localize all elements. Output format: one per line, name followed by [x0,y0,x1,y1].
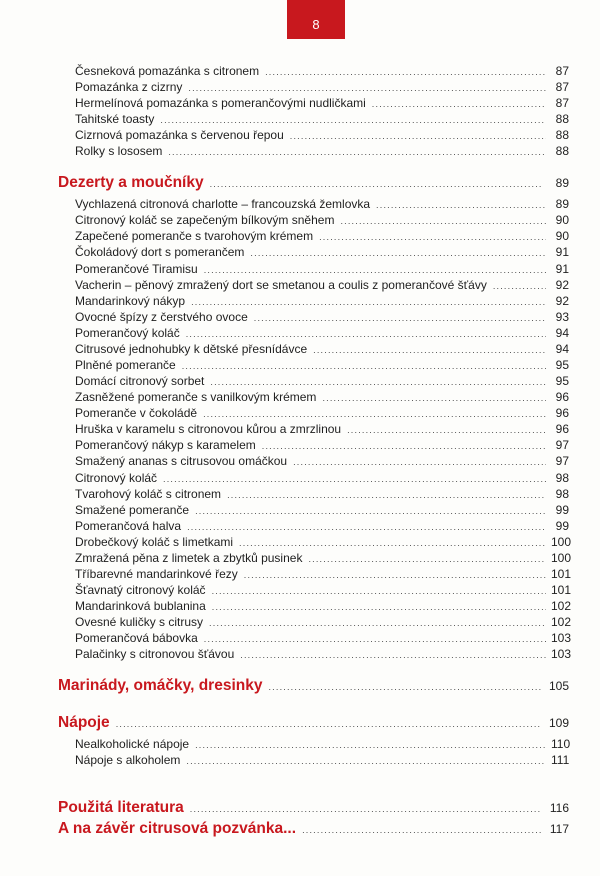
toc-entry [75,229,569,243]
toc-entry [75,503,569,517]
section-page: 89 [555,176,569,190]
toc-entry-title: Hermelínová pomazánka s pomerančovými nudličkami [75,96,366,110]
leader-dots [340,216,546,226]
toc-entry [75,551,572,565]
toc-entry [75,144,569,158]
leader-dots [262,441,546,451]
toc-entry [75,471,569,485]
toc-entry-title: Vacherin – pěnový zmražený dort se smetanou a coulis z pomerančové šťávy [75,278,487,292]
leader-dots [209,618,546,628]
leader-dots [203,409,546,419]
toc-entry [75,599,572,613]
toc-entry-page: 100 [551,551,572,565]
toc-entry-page: 88 [555,112,569,126]
toc-entry-title: Hruška v karamelu s citronovou kůrou a zmrzlinou [75,422,342,436]
toc-entry-title: Rolky s lososem [75,144,163,158]
toc-entry [75,80,569,94]
toc-entry [75,647,572,661]
toc-entry-page: 96 [555,406,569,420]
toc-entry-page: 91 [555,262,569,276]
toc-entry [75,583,572,597]
toc-entry [75,342,569,356]
section-heading-pozvanka [58,820,569,838]
toc-entry [75,294,569,308]
toc-entry-page: 95 [555,358,569,372]
toc-entry [75,358,569,372]
leader-dots [186,756,546,766]
toc-entry-title: Vychlazená citronová charlotte – francouzská žemlovka [75,197,371,211]
leader-dots [347,425,546,435]
leader-dots [268,682,542,692]
leader-dots [210,179,542,189]
section-page: 109 [548,716,569,730]
toc-entry-page: 96 [555,390,569,404]
toc-entry-title: Zapečené pomeranče s tvarohovým krémem [75,229,314,243]
toc-entry-title: Pomerančová bábovka [75,631,198,645]
toc-entry-title: Tahitské toasty [75,112,155,126]
toc-entry [75,128,569,142]
toc-entry-title: Citrusové jednohubky k dětské přesnídávce [75,342,308,356]
toc-entry-title: Čokoládový dort s pomerančem [75,245,245,259]
leader-dots [182,361,546,371]
toc-entry [75,454,569,468]
leader-dots [168,147,546,157]
toc-entry-page: 96 [555,422,569,436]
section-page: 117 [549,822,569,836]
leader-dots [293,457,546,467]
toc-entry-title: Pomerančová halva [75,519,182,533]
toc-entry [75,278,569,292]
toc-entry-page: 101 [551,567,572,581]
toc-entry-page: 110 [551,737,571,751]
section-title: Použitá literatura [58,799,184,816]
toc-entry [75,64,569,78]
leader-dots [302,825,542,835]
toc-entry-title: Mandarinkový nákyp [75,294,186,308]
leader-dots [313,345,546,355]
toc-entry-page: 90 [555,213,569,227]
leader-dots [239,538,546,548]
toc-entry-title: Zasněžené pomeranče s vanilkovým krémem [75,390,317,404]
toc-entry-page: 97 [555,438,569,452]
leader-dots [254,313,546,323]
toc-entry-title: Pomerančové Tiramisu [75,262,198,276]
toc-entry [75,422,569,436]
toc-entry-page: 100 [551,535,572,549]
toc-entry-title: Citronový koláč [75,471,158,485]
toc-entry-page: 102 [551,615,572,629]
toc-entry [75,262,569,276]
leader-dots [210,377,546,387]
toc-entry-page: 103 [551,631,572,645]
section-heading-napoje [58,714,569,732]
leader-dots [212,586,546,596]
toc-entry-title: Palačinky s citronovou šťávou [75,647,235,661]
toc-entry-title: Plněné pomeranče [75,358,176,372]
toc-entry-title: Smažený ananas s citrusovou omáčkou [75,454,288,468]
section-title: A na závěr citrusová pozvánka... [58,820,297,837]
toc-entry-title: Cizrnová pomazánka s červenou řepou [75,128,284,142]
toc-entry [75,112,569,126]
leader-dots [250,248,546,258]
leader-dots [191,297,546,307]
toc-entry [75,535,572,549]
leader-dots [116,719,542,729]
section-heading-marinady [58,677,569,695]
toc-entry-page: 94 [555,342,569,356]
toc-entry-title: Pomerančový nákyp s karamelem [75,438,256,452]
toc-entry-page: 89 [555,197,569,211]
leader-dots [190,804,542,814]
page-number: 8 [287,0,345,39]
toc-entry-page: 101 [551,583,572,597]
toc-entry [75,487,569,501]
toc-entry-title: Tvarohový koláč s citronem [75,487,222,501]
toc-entry [75,737,569,751]
leader-dots [319,232,546,242]
toc-entry [75,438,569,452]
toc-entry-page: 95 [555,374,569,388]
toc-entry-page: 111 [551,753,570,767]
section-title: Dezerty a moučníky [58,174,204,191]
toc-entry [75,631,572,645]
leader-dots [204,265,546,275]
leader-dots [195,740,546,750]
leader-dots [372,99,546,109]
toc-entry-page: 94 [555,326,569,340]
toc-entry [75,213,569,227]
toc-entry [75,310,569,324]
toc-entry-title: Domácí citronový sorbet [75,374,205,388]
section-title: Nápoje [58,714,110,731]
toc-entry [75,374,569,388]
toc-entry [75,326,569,340]
leader-dots [265,67,546,77]
toc-entry-page: 87 [555,80,569,94]
leader-dots [160,115,546,125]
leader-dots [493,281,546,291]
toc-entry-title: Česneková pomazánka s citronem [75,64,260,78]
toc-entry-title: Ovocné špízy z čerstvého ovoce [75,310,248,324]
toc-entry-page: 102 [551,599,572,613]
toc-entry-page: 90 [555,229,569,243]
leader-dots [376,200,546,210]
section-heading-dezerty [58,174,569,192]
toc-entry-title: Šťavnatý citronový koláč [75,583,206,597]
toc-entry [75,96,569,110]
leader-dots [163,474,546,484]
toc-entry-page: 97 [555,454,569,468]
toc-entry [75,567,572,581]
toc-entry-page: 98 [555,487,569,501]
toc-entry [75,406,569,420]
section-title: Marinády, omáčky, dresinky [58,677,263,694]
toc-entry [75,519,569,533]
toc-entry-title: Pomerančový koláč [75,326,180,340]
toc-entry-title: Zmražená pěna z limetek a zbytků pusinek [75,551,303,565]
toc-entry-page: 103 [551,647,572,661]
toc-entry-title: Nápoje s alkoholem [75,753,181,767]
leader-dots [308,554,546,564]
toc-entry [75,197,569,211]
toc-entry [75,615,572,629]
toc-entry-title: Tříbarevné mandarinkové řezy [75,567,238,581]
leader-dots [187,522,546,532]
toc-entry-page: 88 [555,144,569,158]
toc-entry-title: Nealkoholické nápoje [75,737,190,751]
toc-entry-page: 99 [555,519,569,533]
toc-entry-title: Smažené pomeranče [75,503,190,517]
leader-dots [204,634,546,644]
toc-entry [75,245,569,259]
toc-entry-page: 87 [555,96,569,110]
toc-entry-page: 88 [555,128,569,142]
toc-entry [75,753,569,767]
toc-entry-page: 91 [555,245,569,259]
leader-dots [186,329,546,339]
toc-entry-page: 98 [555,471,569,485]
toc-entry-title: Pomazánka z cizrny [75,80,183,94]
toc-entry-title: Pomeranče v čokoládě [75,406,198,420]
toc-entry-title: Ovesné kuličky s citrusy [75,615,204,629]
leader-dots [244,570,546,580]
toc-entry-page: 99 [555,503,569,517]
section-page: 105 [548,679,569,693]
toc-entry-title: Drobečkový koláč s limetkami [75,535,234,549]
toc-entry-page: 87 [555,64,569,78]
leader-dots [240,650,546,660]
leader-dots [290,131,546,141]
leader-dots [227,490,546,500]
leader-dots [195,506,546,516]
section-page: 116 [549,801,569,815]
toc-entry-title: Citronový koláč se zapečeným bílkovým sněhem [75,213,335,227]
leader-dots [212,602,546,612]
toc-entry [75,390,569,404]
toc-entry-page: 93 [555,310,569,324]
section-heading-literatura [58,799,569,817]
leader-dots [322,393,546,403]
toc-entry-page: 92 [555,278,569,292]
toc-entry-title: Mandarinková bublanina [75,599,206,613]
leader-dots [188,83,546,93]
toc-entry-page: 92 [555,294,569,308]
